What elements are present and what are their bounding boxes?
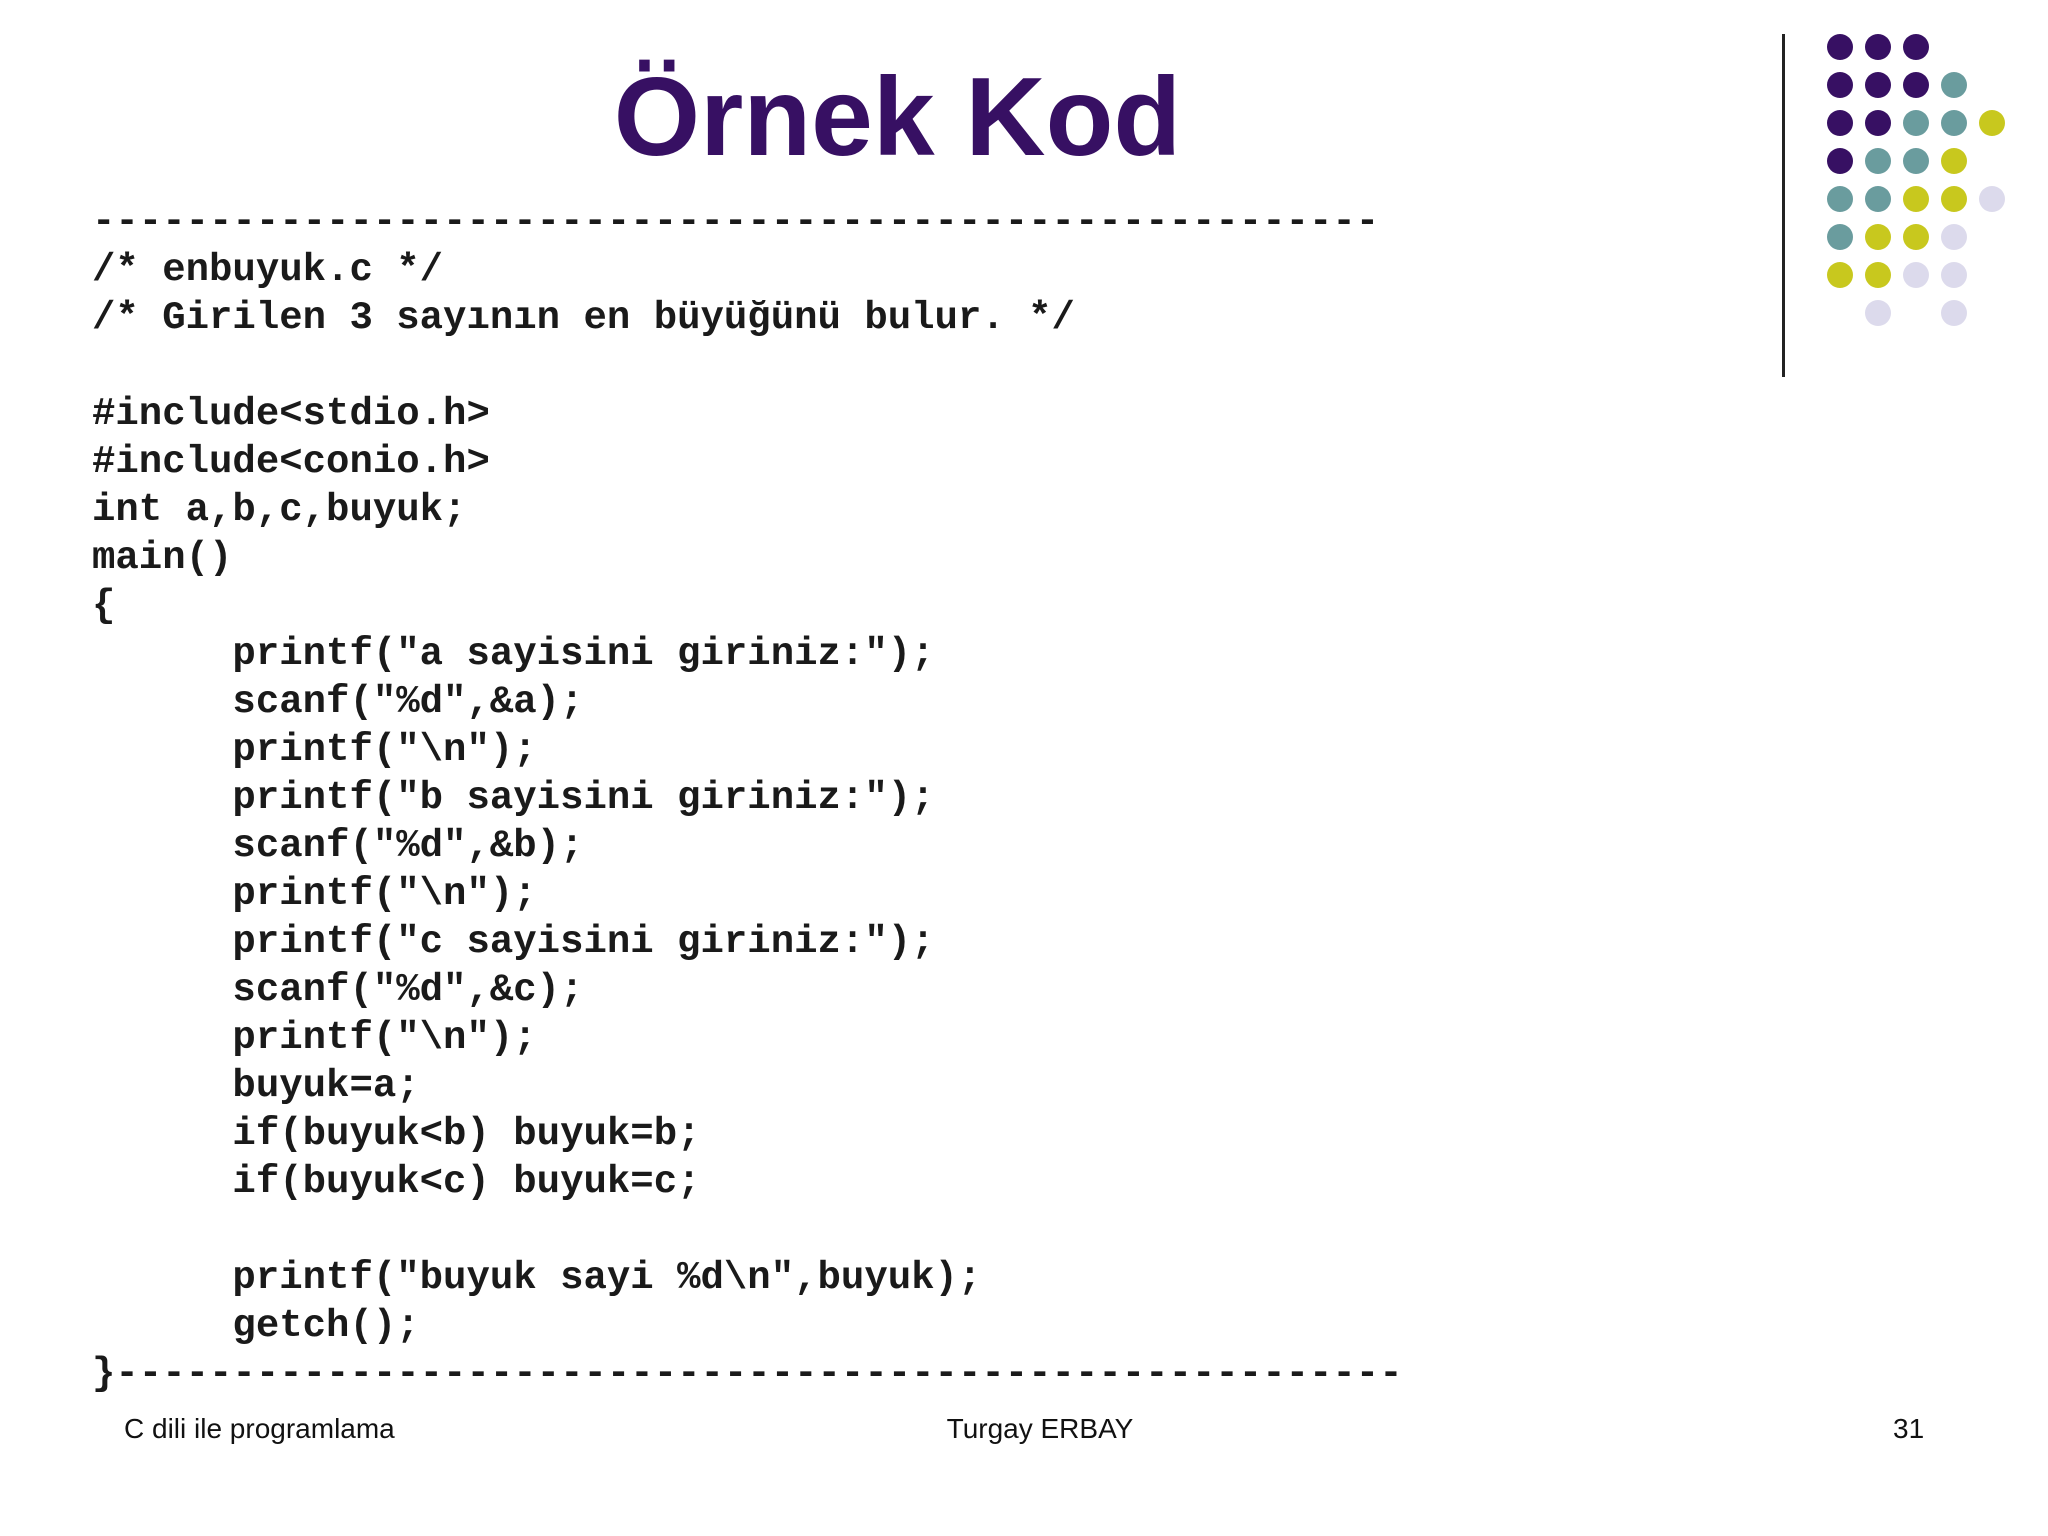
code-line: if(buyuk<c) buyuk=c;	[92, 1160, 701, 1204]
code-line: getch();	[92, 1304, 420, 1348]
decorative-dot	[1903, 262, 1929, 288]
code-line: printf("\n");	[92, 1016, 537, 1060]
decorative-dot	[1827, 34, 1853, 60]
footer-course-name: C dili ile programlama	[124, 1413, 395, 1444]
decorative-dot	[1979, 186, 2005, 212]
code-line: #include<stdio.h>	[92, 392, 490, 436]
code-line	[92, 342, 1403, 390]
decorative-dot	[1941, 186, 1967, 212]
code-line	[92, 1206, 1403, 1254]
code-line: printf("b sayisini giriniz:");	[92, 776, 935, 820]
decorative-dot	[1827, 110, 1853, 136]
decorative-dot	[1903, 148, 1929, 174]
decorative-dot	[1903, 224, 1929, 250]
slide-title: Örnek Kod	[613, 55, 1182, 179]
code-line: printf("\n");	[92, 872, 537, 916]
code-line: if(buyuk<b) buyuk=b;	[92, 1112, 701, 1156]
footer-page-number: 31	[1893, 1413, 1925, 1444]
code-line: }-------------------------------------------------------	[92, 1352, 1403, 1396]
code-line: printf("c sayisini giriniz:");	[92, 920, 935, 964]
code-line: scanf("%d",&a);	[92, 680, 584, 724]
decorative-dot	[1865, 224, 1891, 250]
decorative-dot	[1941, 148, 1967, 174]
decorative-dot	[1865, 148, 1891, 174]
decorative-dot	[1865, 186, 1891, 212]
decorative-dot	[1903, 72, 1929, 98]
code-line: printf("a sayisini giriniz:");	[92, 632, 935, 676]
code-line: scanf("%d",&b);	[92, 824, 584, 868]
decorative-dot	[1827, 262, 1853, 288]
code-block	[92, 198, 1403, 1398]
code-line: {	[92, 584, 116, 628]
decorative-dot	[1941, 72, 1967, 98]
decorative-dot	[1941, 224, 1967, 250]
decorative-dot	[1827, 186, 1853, 212]
code-line: #include<conio.h>	[92, 440, 490, 484]
decorative-dot	[1941, 300, 1967, 326]
code-line: buyuk=a;	[92, 1064, 420, 1108]
code-line: main()	[92, 536, 233, 580]
code-line: /* enbuyuk.c */	[92, 248, 444, 292]
code-line: printf("buyuk sayi %d\n",buyuk);	[92, 1256, 982, 1300]
decorative-dot	[1827, 72, 1853, 98]
code-line: printf("\n");	[92, 728, 537, 772]
decorative-dot	[1865, 110, 1891, 136]
decorative-dot	[1941, 262, 1967, 288]
decorative-dot	[1941, 110, 1967, 136]
decorative-dot	[1865, 300, 1891, 326]
code-line: scanf("%d",&c);	[92, 968, 584, 1012]
decorative-dot	[1979, 110, 2005, 136]
decorative-dot	[1903, 110, 1929, 136]
decorative-dot	[1865, 72, 1891, 98]
decorative-dot	[1827, 148, 1853, 174]
decorative-dot	[1827, 224, 1853, 250]
code-line: -------------------------------------------------------	[92, 200, 1380, 244]
decorative-dot	[1903, 186, 1929, 212]
code-line: /* Girilen 3 sayının en büyüğünü bulur. */	[92, 296, 1075, 340]
vertical-divider	[1782, 34, 1785, 377]
decorative-dot	[1903, 34, 1929, 60]
decorative-dot	[1865, 34, 1891, 60]
decorative-dot	[1865, 262, 1891, 288]
footer-author: Turgay ERBAY	[946, 1413, 1134, 1444]
code-line: int a,b,c,buyuk;	[92, 488, 467, 532]
